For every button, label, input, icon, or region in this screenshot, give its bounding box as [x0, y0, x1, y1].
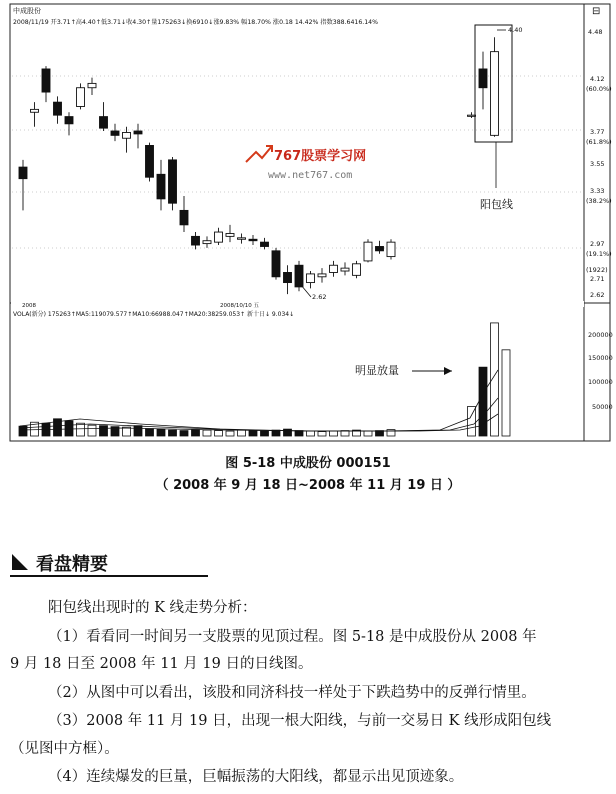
volume-bar — [180, 431, 188, 436]
volume-bar — [376, 431, 384, 436]
candle-down — [100, 117, 108, 129]
price-tick: (38.2%) — [586, 197, 612, 205]
volume-tick: 50000 — [592, 403, 613, 411]
body-p3-line1: （3）2008 年 11 月 19 日，出现一根大阳线，与前一交易日 K 线形成阳包线 — [48, 713, 552, 729]
volume-tick: 200000 — [588, 331, 613, 339]
volume-bar — [295, 431, 303, 436]
candle-down — [169, 160, 177, 203]
volume-bar — [238, 430, 246, 436]
price-tick: 4.12 — [590, 75, 605, 83]
candle-down — [146, 145, 154, 177]
candle-down — [54, 102, 62, 115]
price-tick: (61.8%) — [586, 138, 612, 146]
candle-up — [238, 238, 246, 239]
body-p3-line2: （见图中方框）。 — [10, 741, 119, 757]
volume-bar — [307, 431, 315, 436]
volume-bar — [215, 431, 223, 436]
candle-up — [330, 265, 338, 272]
candle-down — [261, 242, 269, 246]
candle-up — [226, 233, 234, 236]
candle-down — [111, 131, 119, 135]
section-title: 看盘精要 — [36, 554, 108, 575]
candle-up — [31, 109, 39, 112]
quote-line: 2008/11/19 开3.71↑高4.40↑低3.71↓收4.30↑量175263↓换6910↓涨9.83% 幅18.70% 涨0.18 14.42% 指数388.6416.14% — [13, 19, 379, 26]
figure-caption-title: 图 5-18 中成股份 000151 — [225, 456, 391, 471]
price-tick: 4.48 — [588, 28, 603, 36]
volume-bar — [100, 426, 108, 436]
stock-name-label: 中成股份 — [13, 7, 41, 15]
high-price-label: 4.40 — [508, 26, 523, 34]
candle-up — [77, 88, 85, 107]
candle-down — [295, 265, 303, 287]
volume-bar — [364, 431, 372, 436]
candle-up — [387, 242, 395, 256]
figure-caption-range: （ 2008 年 9 月 18 日~2008 年 11 月 19 日 ） — [155, 478, 461, 493]
volume-annotation: 明显放量 — [355, 364, 399, 377]
candle-down — [376, 246, 384, 250]
close-icon[interactable]: ⊟ — [592, 6, 601, 17]
volume-bar — [169, 430, 177, 436]
volume-line: VOLA(新分) 175263↑MA5:119079.577↑MA10:66988.047↑MA20:38259.053↑ 新十日↓ 9.034↓ — [13, 311, 295, 318]
candle-down — [19, 167, 27, 179]
candle-down — [272, 251, 280, 277]
body-p4: （4）连续爆发的巨量，巨幅振荡的大阳线，都显示出见顶迹象。 — [48, 769, 464, 785]
chart-frame — [10, 4, 610, 441]
candle-down — [192, 236, 200, 245]
body-p1-line2: 9 月 18 日至 2008 年 11 月 19 日的日线图。 — [10, 656, 313, 672]
volume-bar — [226, 431, 234, 436]
candle-down — [479, 69, 487, 88]
price-tick: 2.97 — [590, 240, 605, 248]
price-tick: 2.62 — [590, 291, 605, 299]
low-price-label: 2.62 — [312, 293, 327, 301]
volume-bar — [284, 429, 292, 436]
price-tick: 3.77 — [590, 128, 605, 136]
candle-up — [307, 274, 315, 283]
volume-tick: 150000 — [588, 354, 613, 362]
candle-up — [468, 115, 476, 116]
volume-tick: 100000 — [588, 378, 613, 386]
candle-up — [353, 264, 361, 276]
volume-bar — [146, 429, 154, 436]
candle-down — [249, 239, 257, 240]
volume-bar — [318, 432, 326, 436]
volume-bar — [157, 429, 165, 436]
candle-down — [157, 174, 165, 199]
volume-bar — [192, 430, 200, 436]
volume-bar — [77, 423, 85, 436]
volume-bar — [468, 407, 476, 437]
volume-bar — [88, 425, 96, 436]
candle-up — [364, 242, 372, 261]
candle-down — [65, 117, 73, 124]
volume-bar — [65, 421, 73, 436]
price-tick: (60.0%) — [586, 85, 612, 93]
price-tick: 2.71 — [590, 275, 605, 283]
candle-down — [284, 272, 292, 282]
price-tick: (1922) — [586, 266, 608, 274]
date-strip-mid: 2008/10/10 五 — [220, 303, 259, 309]
candle-up — [123, 132, 131, 138]
volume-bar — [134, 426, 142, 436]
price-tick: 3.55 — [590, 160, 605, 168]
volume-bar — [502, 350, 510, 436]
candle-down — [180, 210, 188, 224]
pattern-annotation: 阳包线 — [480, 198, 513, 211]
volume-bar — [261, 431, 269, 436]
body-intro: 阳包线出现时的 K 线走势分析： — [48, 600, 257, 616]
price-tick: (19.1%) — [586, 250, 612, 258]
candle-up — [318, 274, 326, 277]
candle-down — [42, 69, 50, 92]
date-strip-left: 2008 — [22, 303, 36, 309]
price-tick: 3.33 — [590, 187, 605, 195]
candle-up — [491, 52, 499, 136]
volume-bar — [341, 431, 349, 436]
volume-bar — [249, 431, 257, 436]
section-triangle-icon — [12, 554, 28, 570]
volume-bar — [203, 430, 211, 436]
watermark-brand: 767股票学习网 — [274, 149, 367, 164]
body-p2: （2）从图中可以看出，该股和同济科技一样处于下跌趋势中的反弹行情里。 — [48, 685, 536, 701]
volume-bar — [330, 431, 338, 436]
candle-up — [203, 241, 211, 244]
date-strip — [11, 301, 584, 307]
candle-down — [134, 131, 142, 134]
candle-up — [341, 268, 349, 271]
candle-up — [88, 83, 96, 87]
candle-up — [215, 232, 223, 242]
body-p1-line1: （1）看看同一时间另一支股票的见顶过程。图 5-18 是中成股份从 2008 年 — [48, 629, 537, 645]
watermark-url: www.net767.com — [268, 170, 353, 181]
